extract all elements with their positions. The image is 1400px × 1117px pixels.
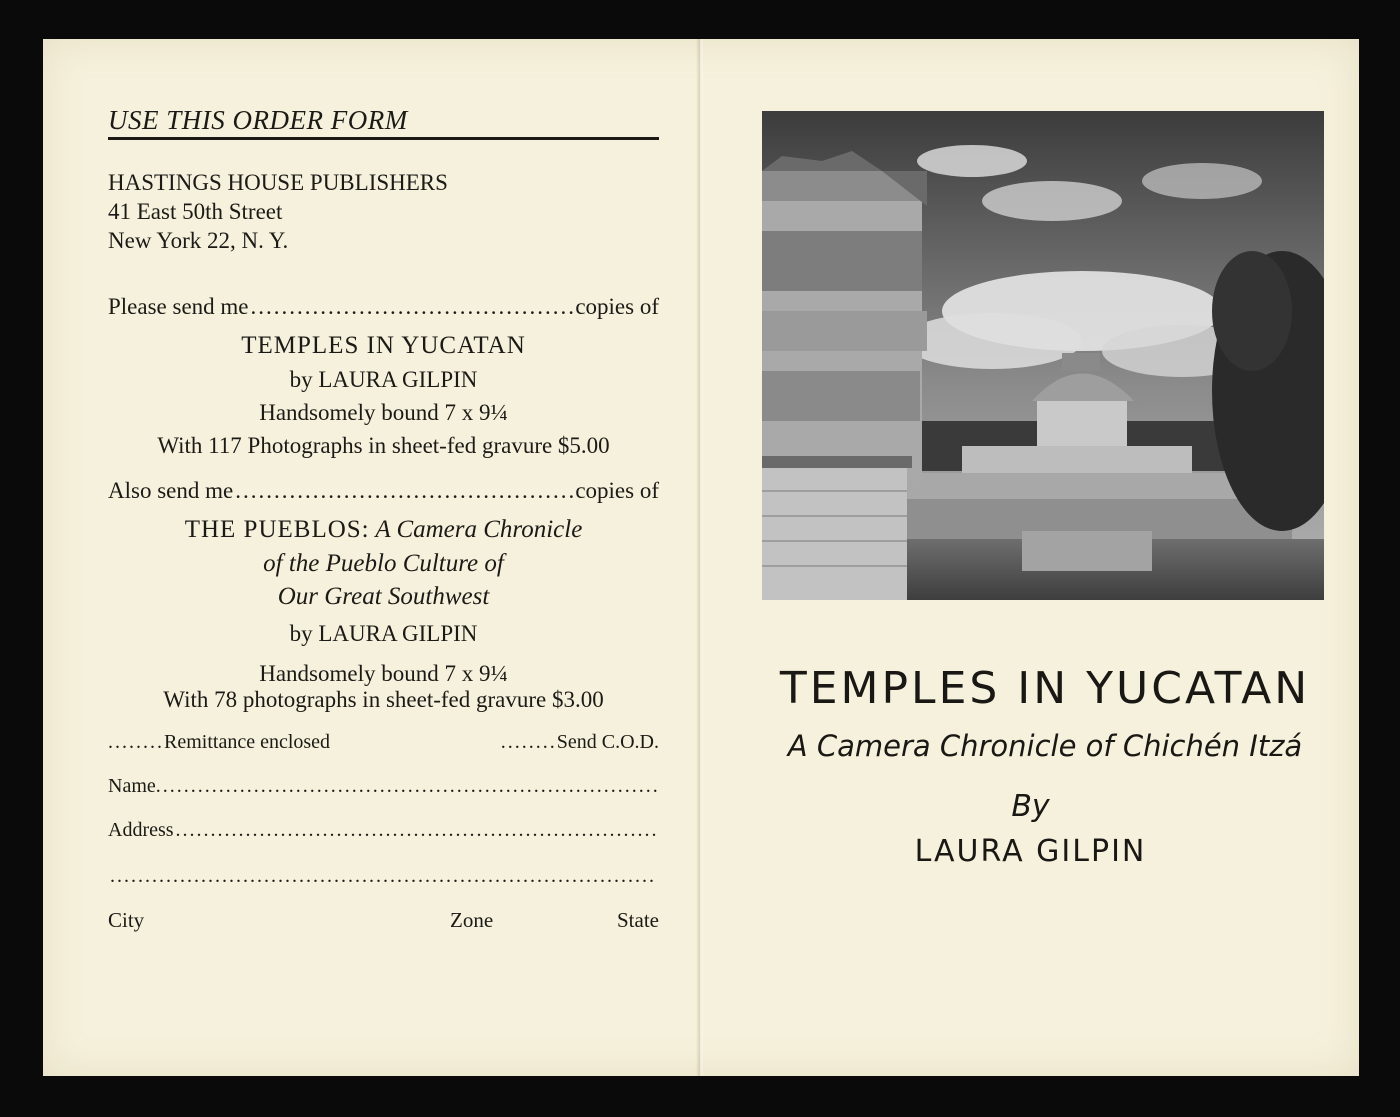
address-line-2-field[interactable] <box>110 865 657 888</box>
city-label: City <box>108 908 145 932</box>
book1-quantity-line <box>108 294 659 320</box>
ruins-photograph <box>762 111 1324 600</box>
name-field-row <box>108 775 659 798</box>
publisher-street: 41 East 50th Street <box>108 199 283 224</box>
publisher-city: New York 22, N. Y. <box>108 228 289 253</box>
book2-prompt: Also send me <box>108 478 234 503</box>
book1-suffix: copies of <box>575 294 659 319</box>
order-form-panel <box>43 39 698 1076</box>
book1-author: by LAURA GILPIN <box>289 367 478 392</box>
book2-suffix: copies of <box>575 478 659 503</box>
remittance-label: Remittance enclosed <box>164 731 331 753</box>
book2-author: by LAURA GILPIN <box>289 621 478 646</box>
zone-label: Zone <box>450 908 494 932</box>
cover-title: TEMPLES IN YUCATAN <box>779 663 1311 714</box>
state-label: State <box>617 908 659 932</box>
cod-label: Send C.O.D. <box>556 731 659 753</box>
remittance-option[interactable]: ........Remittance enclosed <box>108 731 331 753</box>
book2-title-line-2: of the Pueblo Culture of <box>263 550 504 577</box>
name-field[interactable] <box>163 775 657 798</box>
payment-options <box>108 731 659 754</box>
cod-option[interactable]: ........Send C.O.D. <box>500 731 659 753</box>
publisher-name: HASTINGS HOUSE PUBLISHERS <box>108 170 448 195</box>
book1-details: With 117 Photographs in sheet-fed gravure $5.00 <box>157 433 610 458</box>
book2-quantity-field[interactable] <box>235 478 573 504</box>
address-label: Address <box>108 819 174 841</box>
book1-binding: Handsomely bound 7 x 9¼ <box>259 400 508 425</box>
book2-title-lead: THE PUEBLOS: <box>184 516 370 543</box>
book2-title-line-3: Our Great Southwest <box>277 583 490 610</box>
book2-binding: Handsomely bound 7 x 9¼ <box>259 661 508 686</box>
ruins-photo-illustration <box>762 111 1324 600</box>
book2-title-line-1 <box>108 516 659 544</box>
book1-prompt: Please send me <box>108 294 249 319</box>
book2-details: With 78 photographs in sheet-fed gravure $3.00 <box>163 687 604 712</box>
book2-quantity-line <box>108 478 659 504</box>
cover-by: By <box>1011 789 1050 824</box>
address-line-2-row <box>108 865 659 888</box>
order-form-header: USE THIS ORDER FORM <box>108 105 659 140</box>
name-label: Name. <box>108 775 161 797</box>
cover-author: LAURA GILPIN <box>914 834 1147 869</box>
book2-title-rest-1: A Camera Chronicle <box>375 516 583 543</box>
address-field[interactable] <box>176 819 657 842</box>
book1-quantity-field[interactable] <box>251 294 574 320</box>
cover-subtitle: A Camera Chronicle of Chichén Itzá <box>787 729 1303 763</box>
address-field-row <box>108 819 659 842</box>
cover-panel <box>702 39 1359 1076</box>
brochure-sheet <box>43 39 1359 1076</box>
book1-title: TEMPLES IN YUCATAN <box>241 332 526 359</box>
